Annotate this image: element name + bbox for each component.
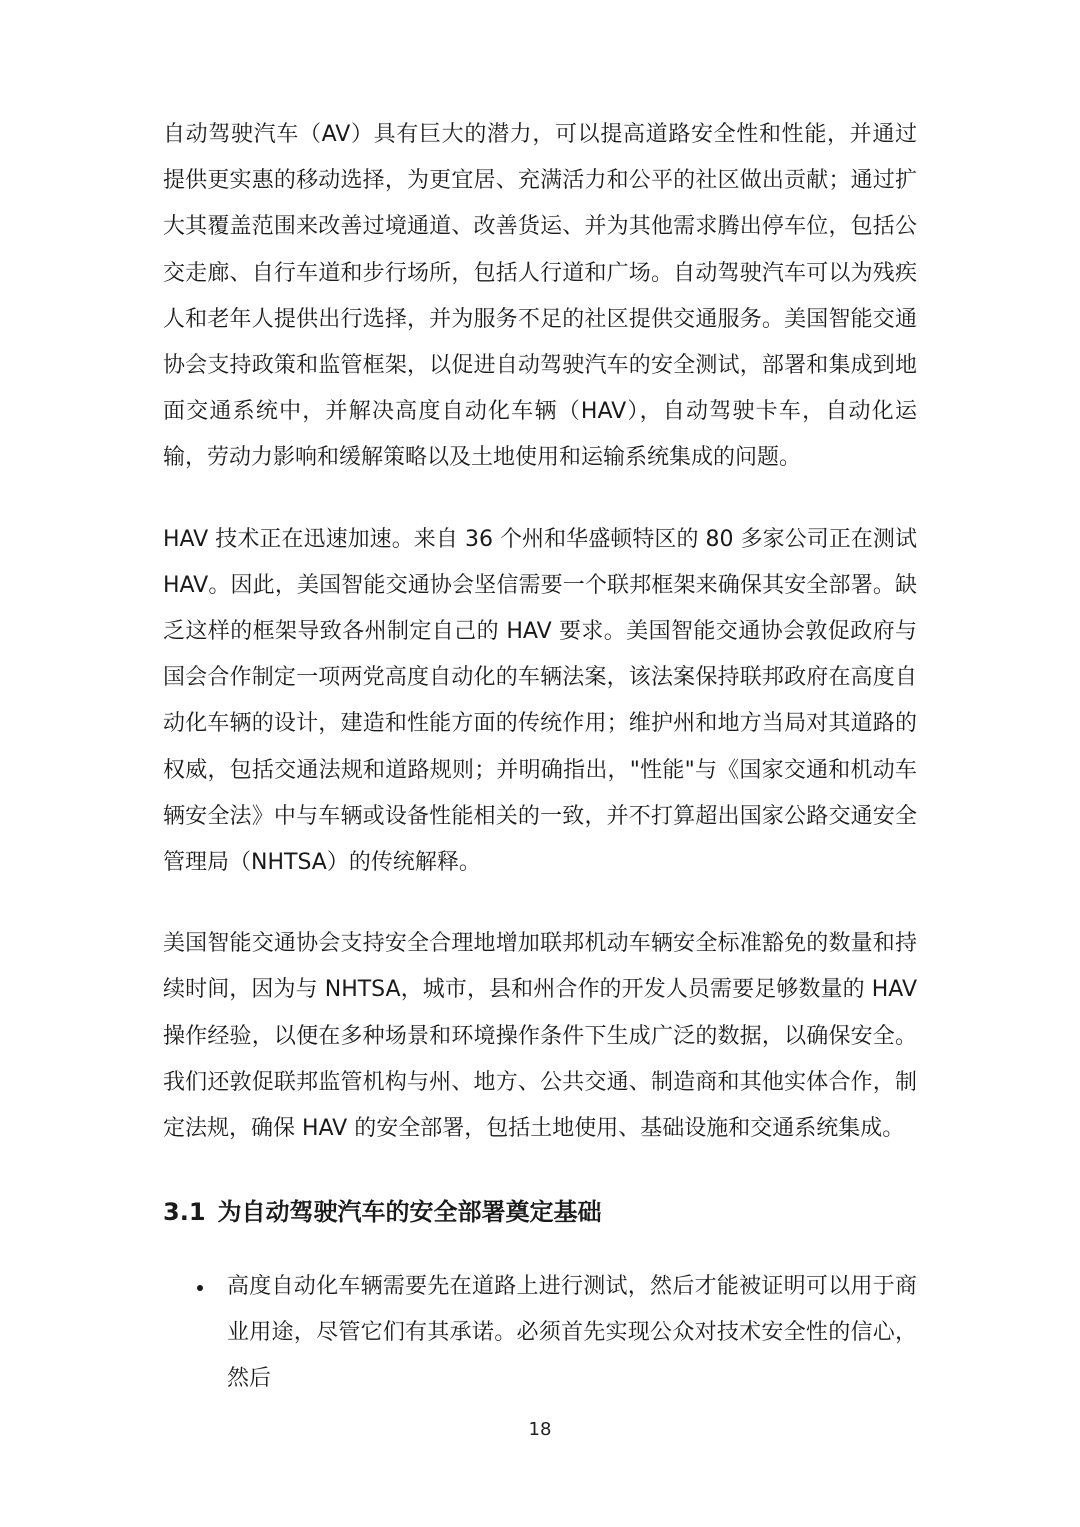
section-heading: [163, 1189, 917, 1235]
bullet-list: [163, 1264, 917, 1402]
section-title: 为自动驾驶汽车的安全部署奠定基础: [217, 1198, 602, 1227]
list-item: [163, 1264, 917, 1402]
paragraph-fmvss-exemptions: 美国智能交通协会支持安全合理地增加联邦机动车辆安全标准豁免的数量和持续时间，因为与 NHTSA，城市，县和州合作的开发人员需要足够数量的 HAV 操作经验，以便在多种场景和环境操作条件下生成广泛的数据，以确保安全。我们还敦促联邦监管机构与州、地方、公共交通、制造商和其他实体合作，制定法规，确保 HAV 的安全部署，包括土地使用、基础设施和交通系统集成。: [163, 931, 917, 1142]
paragraph-hav-federal-framework: HAV 技术正在迅速加速。来自 36 个州和华盛顿特区的 80 多家公司正在测试 HAV。因此，美国智能交通协会坚信需要一个联邦框架来确保其安全部署。缺乏这样的框架导致各州制定自己的 HAV 要求。美国智能交通协会敦促政府与国会合作制定一项两党高度自动化的车辆法案，该法案保持联邦政府在高度自动化车辆的设计，建造和性能方面的传统作用；维护州和地方当局对其道路的权威，包括交通法规和道路规则；并明确指出，"性能"与《国家交通和机动车辆安全法》中与车辆或设备性能相关的一致，并不打算超出国家公路交通安全管理局（NHTSA）的传统解释。: [163, 526, 917, 876]
paragraph-av-potential: 自动驾驶汽车（AV）具有巨大的潜力，可以提高道路安全性和性能，并通过提供更实惠的移动选择，为更宜居、充满活力和公平的社区做出贡献；通过扩大其覆盖范围来改善过境通道、改善货运、并为其他需求腾出停车位，包括公交走廊、自行车道和步行场所，包括人行道和广场。自动驾驶汽车可以为残疾人和老年人提供出行选择，并为服务不足的社区提供交通服务。美国智能交通协会支持政策和监管框架，以促进自动驾驶汽车的安全测试，部署和集成到地面交通系统中，并解决高度自动化车辆（HAV），自动驾驶卡车，自动化运输，劳动力影响和缓解策略以及土地使用和运输系统集成的问题。: [163, 122, 917, 471]
list-item-text: 高度自动化车辆需要先在道路上进行测试，然后才能被证明可以用于商业用途，尽管它们有其承诺。必须首先实现公众对技术安全性的信心，然后: [227, 1274, 917, 1392]
section-number: 3.1: [163, 1198, 206, 1227]
bullet-dot-icon: [197, 1285, 203, 1291]
page-number: 18: [528, 1419, 552, 1440]
page-body: [163, 112, 917, 1402]
